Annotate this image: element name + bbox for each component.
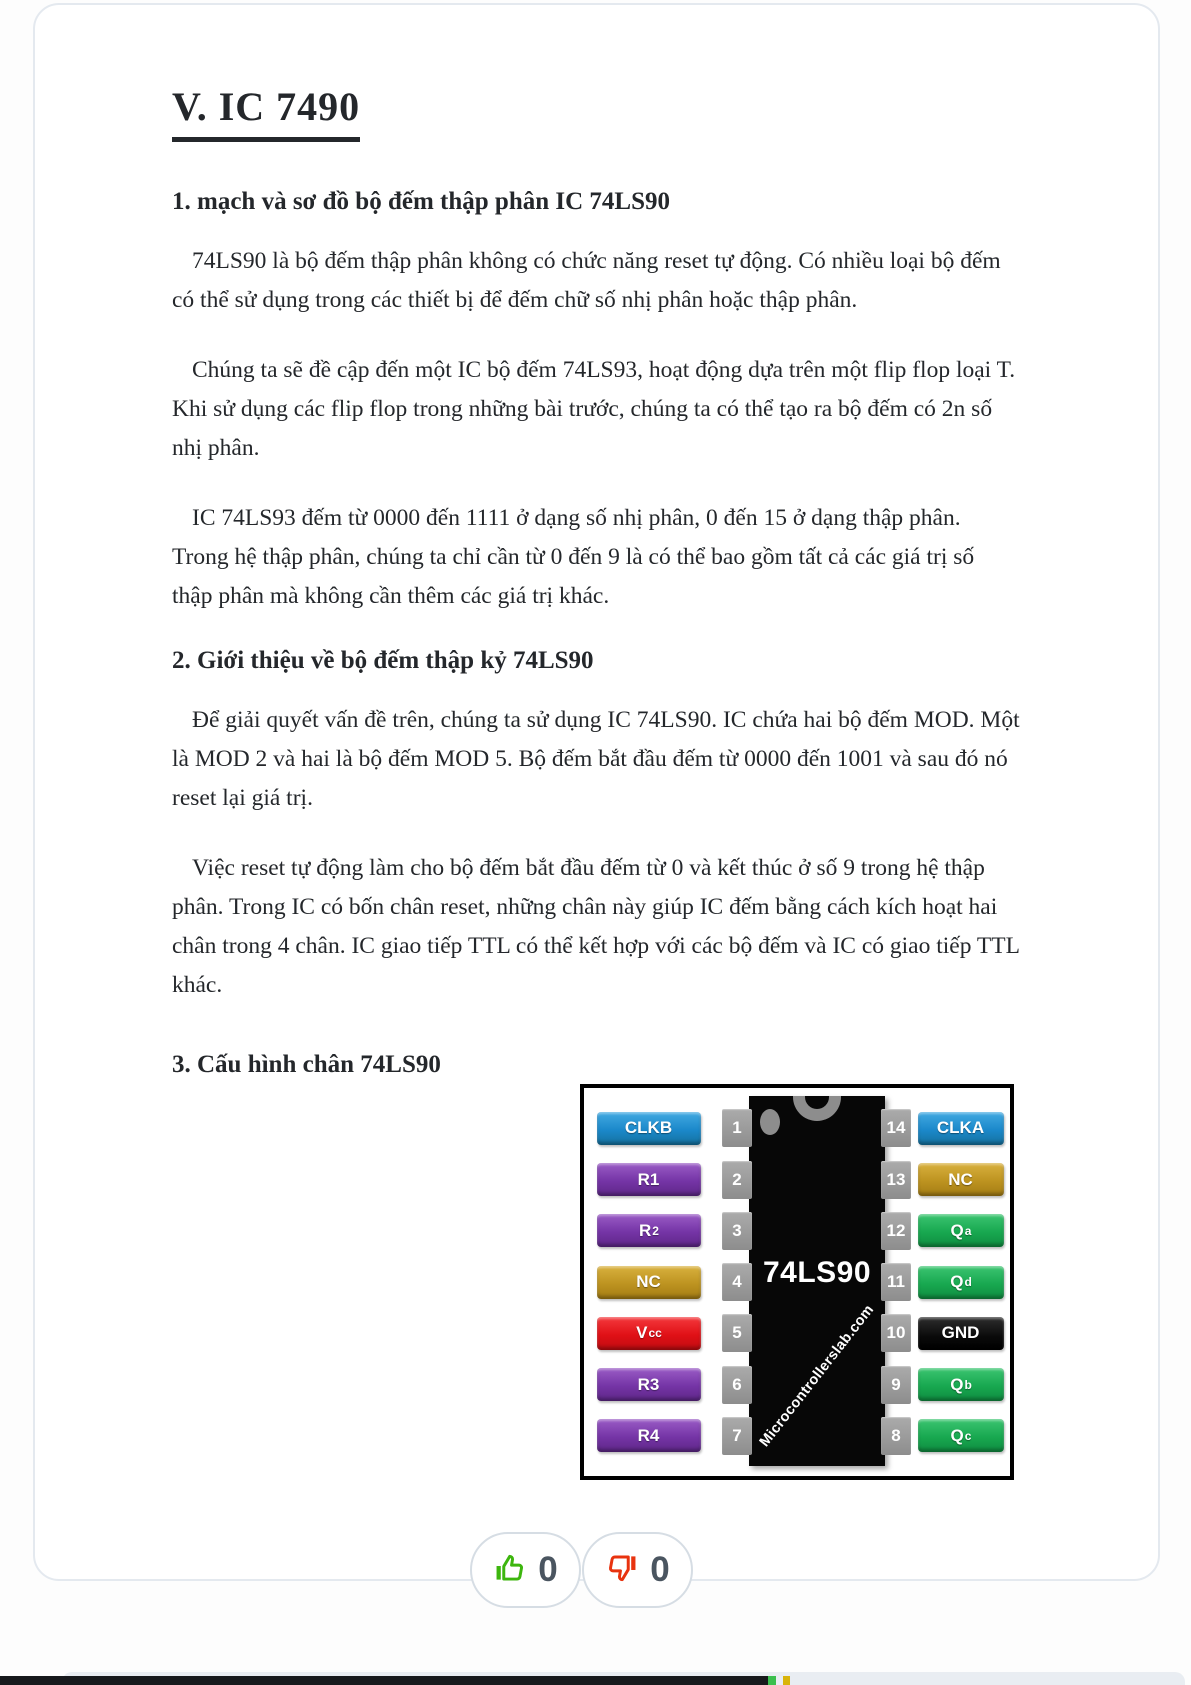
thumbs-down-icon [605,1551,639,1590]
article-card [33,3,1160,1581]
section2-heading: 2. Giới thiệu về bộ đếm thập kỷ 74LS90 [172,647,594,674]
dislike-button[interactable] [582,1532,693,1608]
paragraph: 74LS90 là bộ đếm thập phân không có chức năng reset tự động. Có nhiều loại bộ đếm có thể sử dụng trong các thiết bị để đếm chữ số nhị phân hoặc thập phân. [172,248,1001,313]
chip-text: NC [948,1169,973,1189]
pin-label-nc-4 [597,1266,701,1299]
paragraph: Việc reset tự động làm cho bộ đếm bắt đầu đếm từ 0 và kết thúc ở số 9 trong hệ thập phân. Trong IC có bốn chân reset, những chân này giúp IC đếm bằng cách kích hoạt hai chân trong 4 chân. IC giao tiếp TTL có thể kết hợp với các bộ đếm và IC có giao tiếp TTL khác. [172,855,1020,998]
pin-label-r3 [597,1368,701,1401]
pin-row [584,1161,1010,1199]
pin-row [584,1417,1010,1455]
progress-bar-tip [768,1676,776,1685]
pin-number-14: 14 [881,1109,911,1147]
chip-text: GND [941,1323,980,1343]
pin-number-9: 9 [881,1366,911,1404]
chip-sub: d [964,1275,972,1289]
like-count: 0 [538,1550,558,1589]
pin-label-r4 [597,1419,701,1452]
feedback-bar [470,1532,693,1608]
pin-number-6: 6 [722,1366,752,1404]
chip-text: Q [950,1374,964,1394]
section1-heading: 1. mạch và sơ đồ bộ đếm thập phân IC 74LS90 [172,188,670,215]
pinout-diagram [580,1084,1014,1480]
pin-label-r2 [597,1214,701,1247]
pin-number-5: 5 [722,1314,752,1352]
pin-row [584,1314,1010,1352]
chip-text: NC [636,1272,661,1291]
like-button[interactable] [470,1532,581,1608]
chip-sub: 2 [652,1223,659,1238]
pin-label-qa [918,1214,1004,1247]
pin-label-nc-13 [918,1163,1004,1196]
page-title: V. IC 7490 [172,83,360,142]
pin-row [584,1263,1010,1301]
chip-sub: a [964,1223,972,1238]
chip-text: CLKA [936,1118,985,1138]
pin-number-12: 12 [881,1212,911,1250]
pin-label-clkb [597,1112,701,1145]
chip-text: R [639,1220,652,1240]
progress-marker [783,1676,790,1685]
chip-text: V [636,1323,648,1343]
pin-row [584,1109,1010,1147]
pin-label-qc [918,1419,1004,1452]
chip-text: R4 [637,1425,660,1445]
chip-text: R1 [637,1169,660,1189]
paragraph: IC 74LS93 đếm từ 0000 đến 1111 ở dạng số nhị phân, 0 đến 15 ở dạng thập phân. Trong hệ thập phân, chúng ta chỉ cần từ 0 đến 9 là có thể bao gồm tất cả các giá trị số thập phân mà không cần thêm các giá trị khác. [172,505,975,609]
pin-label-qb [918,1368,1004,1401]
pin-number-2: 2 [722,1161,752,1199]
pin-label-clka [918,1112,1004,1145]
chip-sub: b [964,1377,972,1392]
pin-number-3: 3 [722,1212,752,1250]
watermark-text: Microcontrollerslab.com [756,1302,878,1450]
paragraph: Chúng ta sẽ đề cập đến một IC bộ đếm 74LS93, hoạt động dựa trên một flip flop loại T. Khi sử dụng các flip flop trong những bài trước, chúng ta có thể tạo ra bộ đếm có 2n số nhị phân. [172,357,1016,461]
pin-label-vcc [597,1317,701,1350]
pin-number-1: 1 [722,1109,752,1147]
pin-number-10: 10 [881,1314,911,1352]
pin-number-4: 4 [722,1263,752,1301]
pin-label-qd [918,1266,1004,1299]
section3-heading: 3. Cấu hình chân 74LS90 [172,1051,441,1078]
pin-row [584,1212,1010,1250]
pin-number-8: 8 [881,1417,911,1455]
pin-label-r1 [597,1163,701,1196]
chip-text: R3 [637,1374,660,1394]
progress-bar[interactable] [0,1676,776,1685]
thumbs-up-icon [493,1551,527,1590]
pin-number-7: 7 [722,1417,752,1455]
chip-text: CLKB [624,1118,673,1138]
pin-number-11: 11 [881,1263,911,1301]
chip-text: Q [950,1220,964,1240]
chip-sub: cc [648,1326,662,1341]
chip-sub: c [964,1428,972,1443]
pin-row [584,1366,1010,1404]
chip-text: Q [950,1425,964,1445]
paragraph: Để giải quyết vấn đề trên, chúng ta sử dụng IC 74LS90. IC chứa hai bộ đếm MOD. Một là MOD 2 và hai là bộ đếm MOD 5. Bộ đếm bắt đầu đếm từ 0000 đến 1001 và sau đó nó reset lại giá trị. [172,707,1020,811]
pin-label-gnd [918,1317,1004,1350]
ic-part-number: 74LS90 [762,1256,872,1289]
chip-text: Q [950,1272,964,1291]
pin-number-13: 13 [881,1161,911,1199]
dislike-count: 0 [650,1550,670,1589]
